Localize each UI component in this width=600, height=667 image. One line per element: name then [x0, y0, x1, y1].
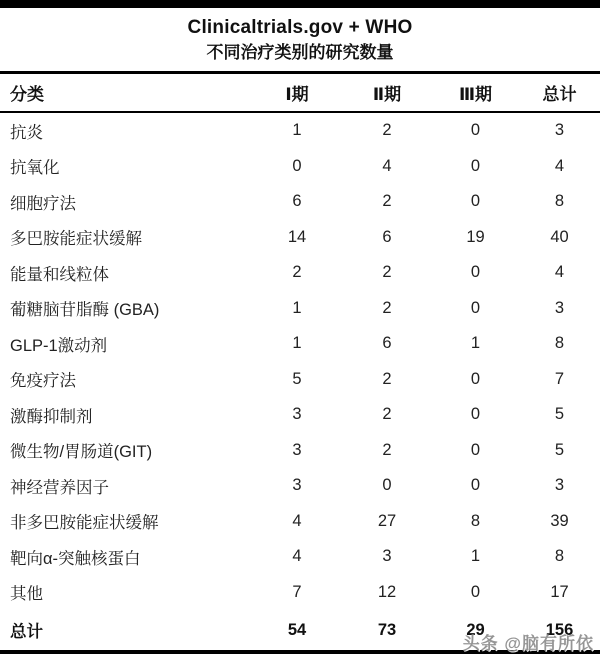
phase2-cell: 2 [382, 369, 392, 388]
phase3-cell: 1 [470, 334, 481, 353]
table-row [0, 291, 600, 327]
category-cell: 多巴胺能症状缓解 [10, 230, 142, 249]
total-cell: 3 [554, 298, 565, 317]
category-cell: 免疫疗法 [10, 372, 76, 391]
watermark: 头条 @脑有所依 [462, 634, 594, 653]
table-body [0, 112, 600, 652]
column-header-phase3: Ⅲ期 [432, 74, 519, 112]
phase2-cell: 6 [382, 227, 392, 246]
phase3-cell: 19 [466, 227, 485, 246]
table-row [0, 184, 600, 220]
total-cell: 5 [554, 440, 565, 459]
total-cell: 8 [554, 547, 565, 566]
total-cell: 8 [554, 192, 565, 211]
table-row [0, 326, 600, 362]
total-cell: 4 [554, 263, 565, 282]
total-cell: 17 [550, 582, 569, 601]
figure-subtitle: 不同治疗类别的研究数量 [206, 43, 394, 62]
column-header-category: 分类 [0, 74, 252, 112]
category-cell: 其他 [10, 585, 43, 604]
phase2-cell: 0 [382, 476, 392, 495]
total-cell: 3 [554, 476, 565, 495]
phase3-cell: 0 [470, 156, 481, 175]
phase1-cell: 54 [252, 610, 342, 652]
total-row [0, 610, 600, 652]
total-cell: 40 [550, 227, 569, 246]
phase1-cell: 2 [292, 263, 302, 282]
phase2-cell: 4 [382, 156, 392, 175]
phase3-cell: 0 [470, 582, 481, 601]
category-cell: GLP-1激动剂 [10, 336, 108, 355]
phase1-cell: 1 [292, 334, 302, 353]
phase2-cell: 2 [382, 298, 392, 317]
table-row [0, 575, 600, 611]
total-cell: 3 [554, 121, 565, 140]
phase3-cell: 0 [470, 298, 481, 317]
category-cell: 细胞疗法 [10, 194, 76, 213]
phase2-cell: 3 [382, 547, 392, 566]
category-cell: 葡糖脑苷脂酶 (GBA) [10, 301, 160, 320]
phase3-cell: 0 [470, 476, 481, 495]
category-cell: 能量和线粒体 [10, 265, 109, 284]
column-header-total: 总计 [519, 74, 600, 112]
column-header-phase2: Ⅱ期 [342, 74, 432, 112]
phase2-cell: 2 [382, 192, 392, 211]
figure-title: Clinicaltrials.gov + WHO [187, 17, 413, 38]
table-row [0, 504, 600, 540]
phase2-cell: 2 [382, 263, 392, 282]
phase1-cell: 3 [292, 405, 302, 424]
table-row [0, 433, 600, 469]
phase3-cell: 0 [470, 369, 481, 388]
phase3-cell: 8 [470, 511, 481, 530]
category-cell: 抗炎 [10, 123, 43, 142]
phase2-cell: 2 [382, 405, 392, 424]
phase2-cell: 27 [377, 511, 397, 530]
phase3-cell: 0 [470, 121, 481, 140]
category-cell: 非多巴胺能症状缓解 [10, 514, 159, 533]
phase2-cell: 2 [382, 121, 392, 140]
phase3-cell: 29 [432, 610, 519, 652]
phase2-cell: 12 [377, 582, 397, 601]
category-cell: 总计 [0, 610, 252, 652]
phase1-cell: 14 [287, 227, 307, 246]
phase2-cell: 6 [382, 334, 392, 353]
table-row [0, 468, 600, 504]
phase1-cell: 4 [292, 511, 302, 530]
phase3-cell: 0 [470, 440, 481, 459]
category-cell: 神经营养因子 [10, 478, 109, 497]
total-cell: 8 [554, 334, 565, 353]
phase1-cell: 0 [292, 156, 302, 175]
phase1-cell: 1 [292, 298, 302, 317]
phase3-cell: 1 [470, 547, 481, 566]
table-row [0, 362, 600, 398]
phase1-cell: 3 [292, 476, 302, 495]
title-block [0, 8, 600, 71]
category-cell: 微生物/胃肠道(GIT) [10, 443, 153, 462]
phase2-cell: 2 [382, 440, 392, 459]
category-cell: 靶向α-突触核蛋白 [10, 549, 141, 568]
phase1-cell: 1 [292, 121, 302, 140]
total-cell: 39 [550, 511, 569, 530]
phase3-cell: 0 [470, 405, 481, 424]
table-row [0, 539, 600, 575]
phase1-cell: 3 [292, 440, 302, 459]
category-cell: 激酶抑制剂 [10, 407, 93, 426]
phase3-cell: 0 [470, 192, 481, 211]
phase1-cell: 6 [292, 192, 302, 211]
total-cell: 7 [554, 369, 565, 388]
phase1-cell: 4 [292, 547, 302, 566]
table-header [0, 74, 600, 112]
table-header-row [0, 74, 600, 112]
column-header-phase1: Ⅰ期 [252, 74, 342, 112]
total-cell: 4 [554, 156, 565, 175]
phase1-cell: 7 [292, 582, 302, 601]
phase3-cell: 0 [470, 263, 481, 282]
total-cell: 156 [519, 610, 600, 652]
top-black-bar [0, 0, 600, 8]
study-count-table [0, 74, 600, 654]
table-row [0, 397, 600, 433]
table-row [0, 255, 600, 291]
category-cell: 抗氧化 [10, 159, 60, 178]
table-row [0, 220, 600, 256]
table-row [0, 149, 600, 185]
table-row [0, 112, 600, 149]
total-cell: 5 [554, 405, 565, 424]
phase2-cell: 73 [342, 610, 432, 652]
phase1-cell: 5 [292, 369, 302, 388]
